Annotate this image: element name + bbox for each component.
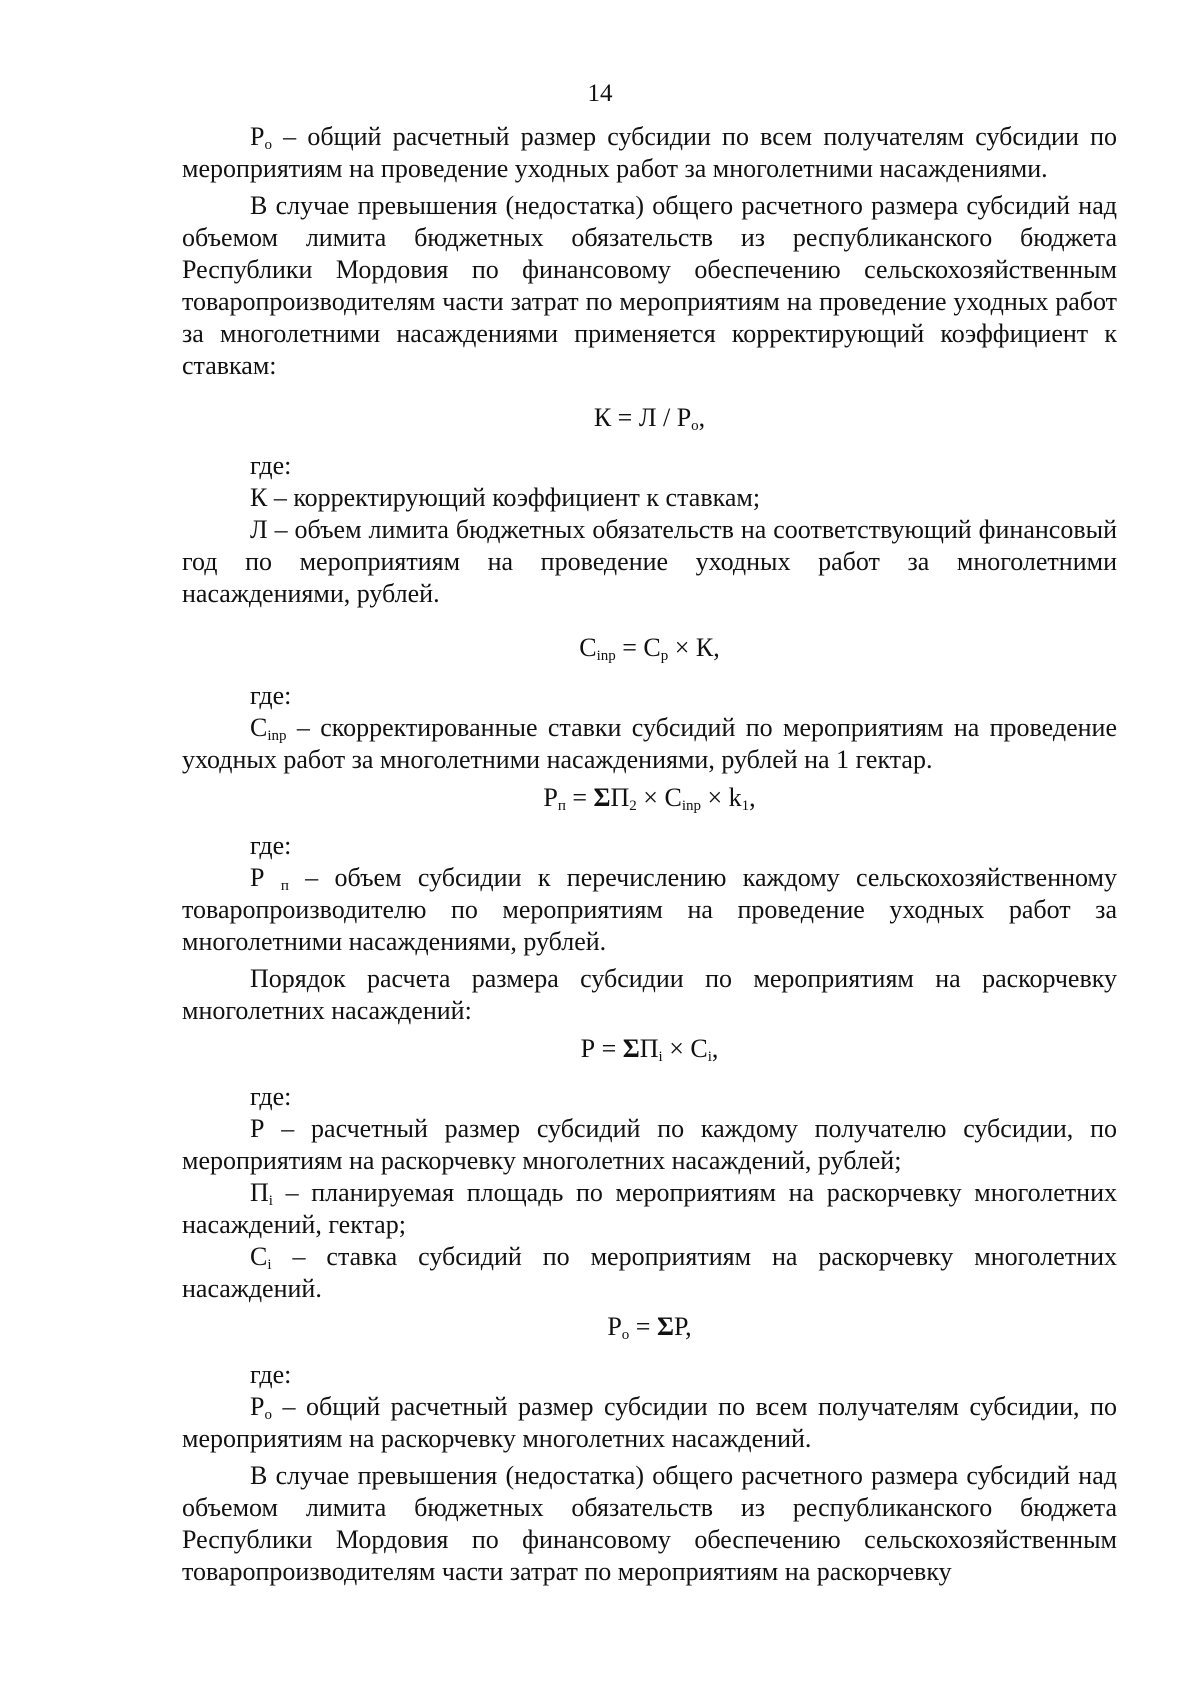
formula-po: $Р_о = \Sigma Р$, (607, 1312, 692, 1343)
definition-k: К – корректирующий коэффициент к ставкам; (250, 483, 761, 512)
formula-pn: $Р_п = \Sigma П_2 \times С_{inр} \times k_1$, (543, 783, 756, 814)
where-label: где: (250, 1082, 292, 1111)
formula-k: $К = Л / Р_о$, (593, 403, 706, 434)
uprooting-intro: Порядок расчета размера субсидии по мероприятиям на раскорчевку многолетних насаждений: (182, 964, 1117, 1025)
where-label: где: (250, 1360, 292, 1389)
where-label: где: (250, 831, 292, 860)
correction-paragraph: В случае превышения (недостатка) общего расчетного размера субсидий над объемом лимита бюджетных обязательств из республиканского бюджета Республики Мордовия по финансовому обеспечению сельскохозяйственным товаропроизводителям части затрат по мероприятиям на проведение уходных работ за многолетними насаждениями применяется корректирующий коэффициент к ставкам: (182, 191, 1117, 380)
definition-po-uprooting: $Р_о$ – общий расчетный размер субсидии по всем получателям субсидии, по мероприятиям на раскорчевку многолетних насаждений. (182, 1392, 1117, 1453)
where-label: где: (250, 681, 292, 710)
document-body (182, 121, 1117, 1588)
definition-l: Л – объем лимита бюджетных обязательств на соответствующий финансовый год по мероприятиям на проведение уходных работ за многолетними насаждениями, рублей. (182, 515, 1117, 608)
definition-p: Р – расчетный размер субсидий по каждому получателю субсидии, по мероприятиям на раскорчевку многолетних насаждений, рублей; (182, 1114, 1117, 1175)
where-label: где: (250, 451, 292, 480)
definition-pi: $П_i$ – планируемая площадь по мероприятиям на раскорчевку многолетних насаждений, гектар; (182, 1178, 1117, 1239)
definition-po-upkeep: $Р_о$ – общий расчетный размер субсидии по всем получателям субсидии по мероприятиям на проведение уходных работ за многолетними насаждениями. (182, 122, 1117, 183)
formula-p: $Р = \Sigma П_i \times С_i$, (580, 1034, 719, 1065)
formula-cinp: $С_{inр} = С_р \times К$, (579, 633, 720, 664)
definition-ci: $С_i$ – ставка субсидий по мероприятиям на раскорчевку многолетних насаждений. (182, 1242, 1117, 1303)
definition-pn: Р $_п$ – объем субсидии к перечислению каждому сельскохозяйственному товаропроизводителю по мероприятиям на проведение уходных работ за многолетними насаждениями, рублей. (182, 863, 1117, 956)
page-number: 14 (587, 80, 613, 107)
definition-cinp: $С_{inр}$ – скорректированные ставки субсидий по мероприятиям на проведение уходных работ за многолетними насаждениями, рублей на 1 гектар. (182, 713, 1117, 774)
correction-paragraph-uprooting: В случае превышения (недостатка) общего расчетного размера субсидий над объемом лимита бюджетных обязательств из республиканского бюджета Республики Мордовия по финансовому обеспечению сельскохозяйственным товаропроизводителям части затрат по мероприятиям на раскорчевку (182, 1461, 1117, 1586)
